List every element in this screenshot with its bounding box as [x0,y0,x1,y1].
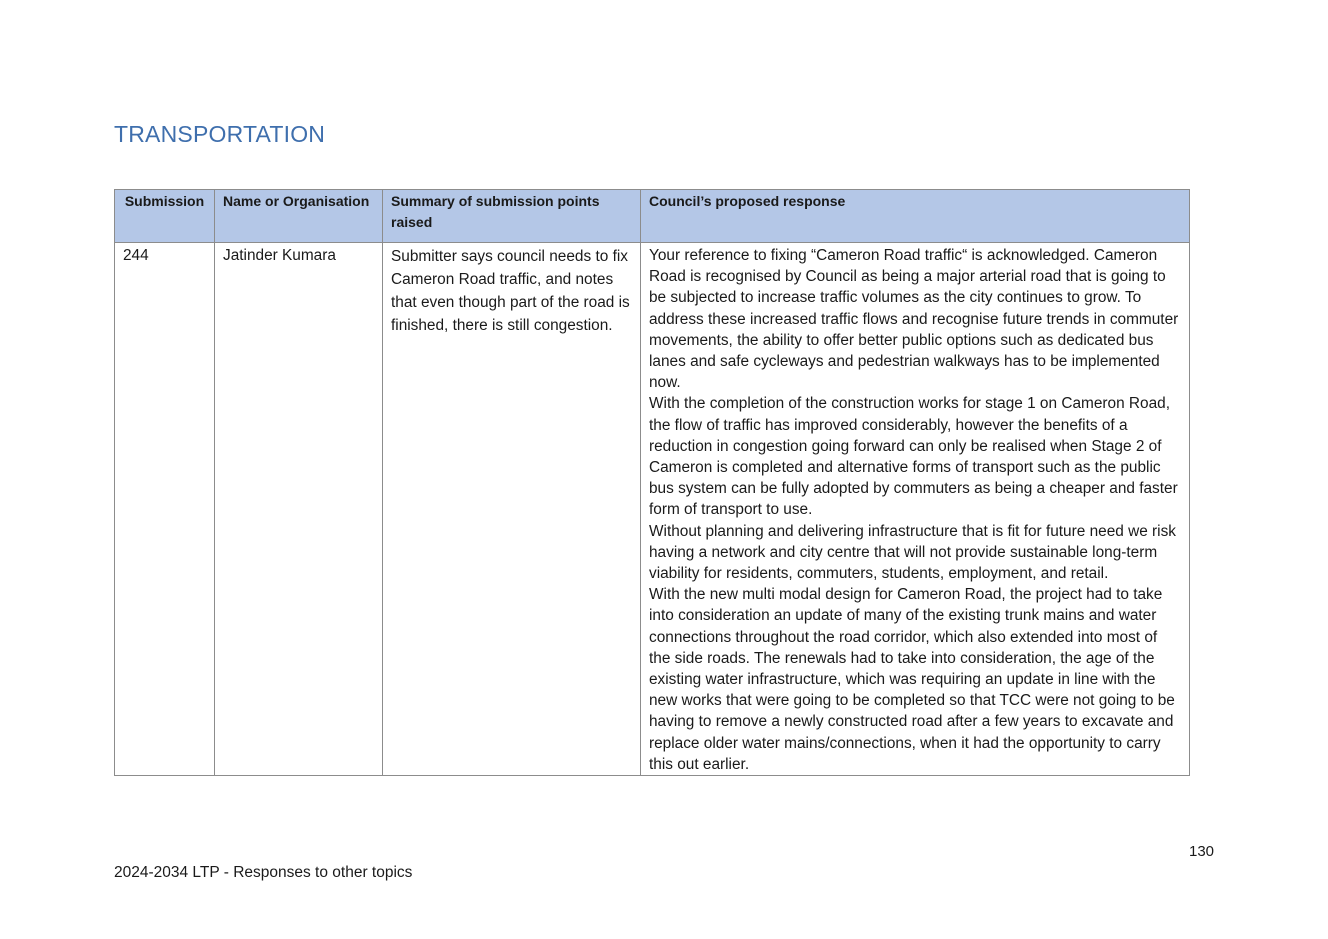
header-submission: Submission [115,190,215,243]
footer-document-title: 2024-2034 LTP - Responses to other topics [114,864,413,881]
page-number: 130 [1189,843,1215,860]
header-summary: Summary of submission points raised [383,190,641,243]
submissions-table [114,189,1190,776]
table-header-row [115,190,1190,243]
response-paragraph-4: With the new multi modal design for Cameron Road, the project had to take into consideration an update of many of the existing trunk mains and water connections throughout the road corridor, which also extended into most of the side roads. The renewals had to take into consideration, the age of the existing water infrastructure, which was requiring an update in line with the new works that were going to be completed so that TCC were not going to be having to remove a newly constructed road after a few years to excavate and replace older water mains/connections, when it had the opportunity to carry this out earlier. [649,586,1175,773]
cell-summary: Submitter says council needs to fix Cameron Road traffic, and notes that even though part of the road is finished, there is still congestion. [383,243,641,776]
cell-submitter-name: Jatinder Kumara [215,243,383,776]
section-heading: TRANSPORTATION [114,121,326,147]
response-paragraph-3: Without planning and delivering infrastructure that is fit for future need we risk having a network and city centre that will not provide sustainable long-term viability for residents, commuters, students, employment, and retail. [649,522,1176,583]
cell-response [641,243,1190,776]
table-row [115,243,1190,776]
cell-submission-number: 244 [115,243,215,776]
response-paragraph-2: With the completion of the construction works for stage 1 on Cameron Road, the flow of traffic has improved considerably, however the benefits of a reduction in congestion going forward can only be realised when Stage 2 of Cameron is completed and alternative forms of transport such as the public bus system can be fully adopted by commuters as being a cheaper and faster form of transport to use. [649,395,1178,519]
response-paragraph-1: Your reference to fixing “Cameron Road traffic“ is acknowledged. Cameron Road is recognised by Council as being a major arterial road that is going to be subjected to increase traffic volumes as the city continues to grow. To address these increased traffic flows and recognise future trends in commuter movements, the ability to offer better public options such as dedicated bus lanes and safe cycleways and pedestrian walkways has to be implemented now. [649,247,1179,392]
header-name: Name or Organisation [215,190,383,243]
header-response: Council’s proposed response [641,190,1190,243]
